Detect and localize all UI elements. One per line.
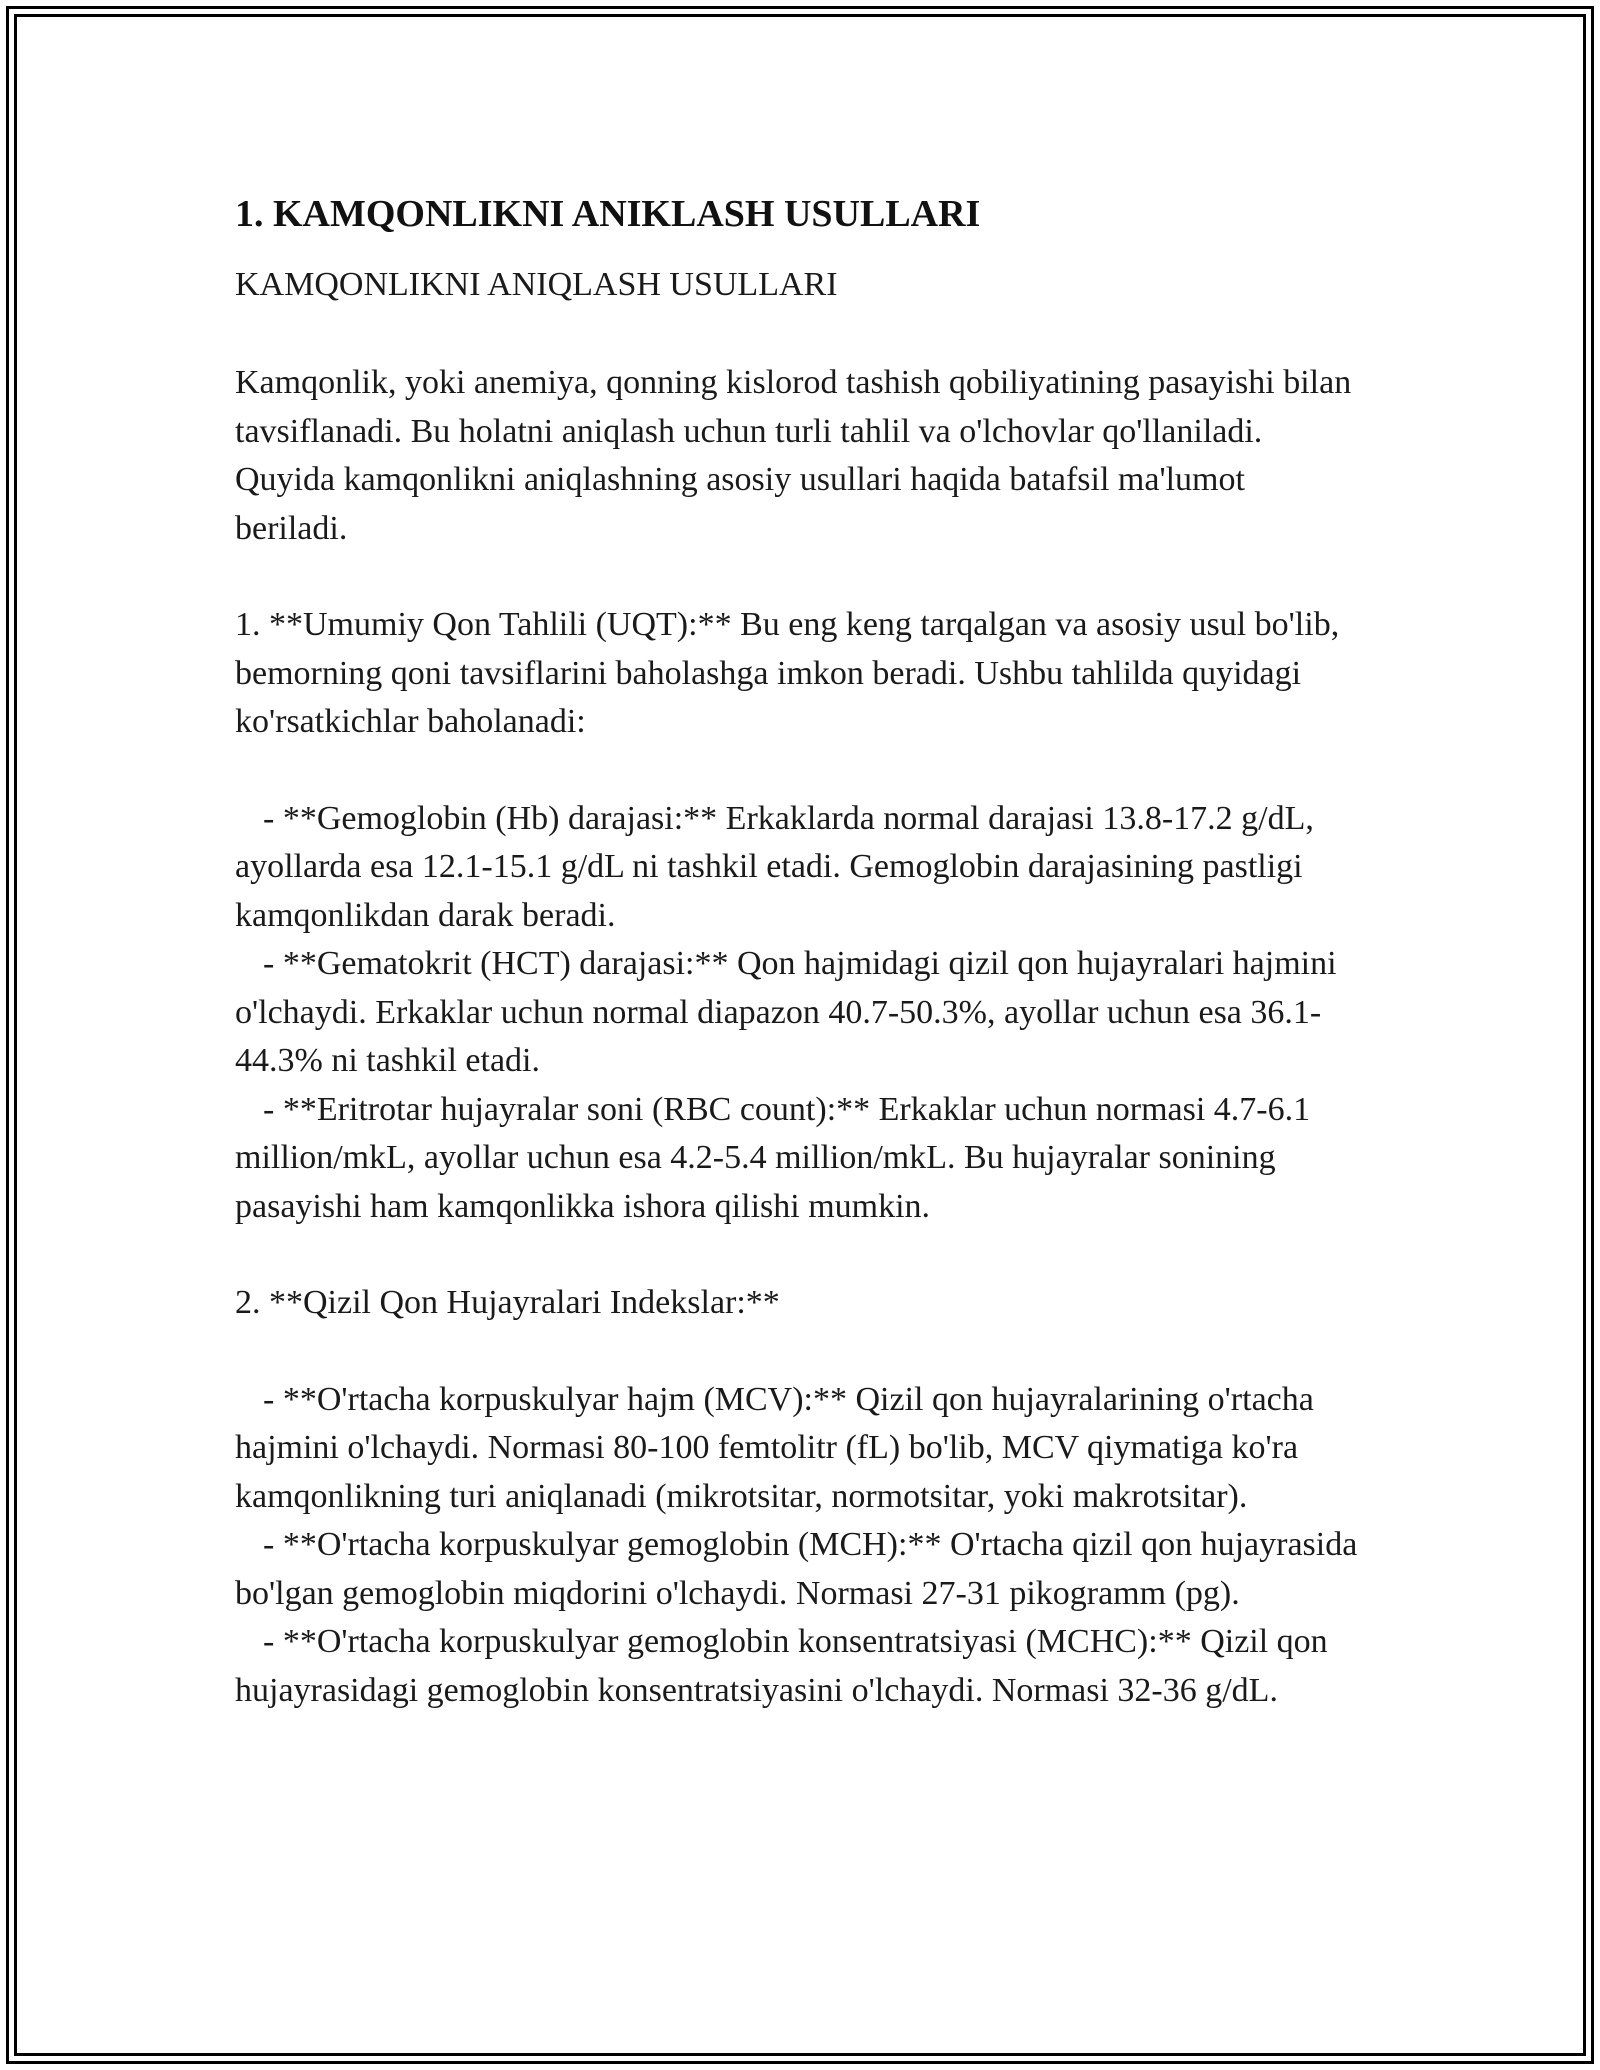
list-item: - **O'rtacha korpuskulyar gemoglobin (MCH):** O'rtacha qizil qon hujayrasida bo'lgan gemoglobin miqdorini o'lchaydi. Normasi 27-31 pikogramm (pg).: [235, 1526, 1358, 1612]
document-body: [235, 185, 1365, 1715]
list-item: - **Gematokrit (HCT) darajasi:** Qon hajmidagi qizil qon hujayralari hajmini o'lchaydi. Erkaklar uchun normal diapazon 40.7-50.3%, ayollar uchun esa 36.1-44.3% ni tashkil etadi.: [235, 945, 1337, 1079]
list-item: - **Eritrotar hujayralar soni (RBC count):** Erkaklar uchun normasi 4.7-6.1 million/mkL, ayollar uchun esa 4.2-5.4 million/mkL. Bu hujayralar sonining pasayishi ham kamqonlikka ishora qilishi mumkin.: [235, 1090, 1311, 1225]
section-2-list: [235, 1376, 1365, 1716]
document-heading: 1. KAMQONLIKNI ANIKLASH USULLARI: [235, 193, 981, 235]
intro-paragraph: Kamqonlik, yoki anemiya, qonning kislorod tashish qobiliyatining pasayishi bilan tavsiflanadi. Bu holatni aniqlash uchun turli tahlil va o'lchovlar qo'llaniladi. Quyida kamqonlikni aniqlashning asosiy usullari haqida batafsil ma'lumot beriladi.: [235, 364, 1352, 547]
document-subtitle: KAMQONLIKNI ANIQLASH USULLARI: [235, 266, 838, 303]
section-1-paragraph: 1. **Umumiy Qon Tahlili (UQT):** Bu eng keng tarqalgan va asosiy usul bo'lib, bemorning qoni tavsiflarini baholashga imkon beradi. Ushbu tahlilda quyidagi ko'rsatkichlar baholanadi:: [235, 606, 1340, 740]
section-2-paragraph: 2. **Qizil Qon Hujayralari Indekslar:**: [235, 1284, 780, 1321]
list-item: - **O'rtacha korpuskulyar gemoglobin konsentratsiyasi (MCHC):** Qizil qon hujayrasidagi gemoglobin konsentratsiyasini o'lchaydi. Normasi 32-36 g/dL.: [235, 1623, 1328, 1709]
section-1-list: [235, 795, 1365, 1232]
list-item: - **Gemoglobin (Hb) darajasi:** Erkaklarda normal darajasi 13.8-17.2 g/dL, ayollarda esa 12.1-15.1 g/dL ni tashkil etadi. Gemoglobin darajasining pastligi kamqonlikdan darak beradi.: [235, 799, 1314, 934]
list-item: - **O'rtacha korpuskulyar hajm (MCV):** Qizil qon hujayralarining o'rtacha hajmini o'lchaydi. Normasi 80-100 femtolitr (fL) bo'lib, MCV qiymatiga ko'ra kamqonlikning turi aniqlanadi (mikrotsitar, normotsitar, yoki makrotsitar).: [235, 1380, 1314, 1515]
